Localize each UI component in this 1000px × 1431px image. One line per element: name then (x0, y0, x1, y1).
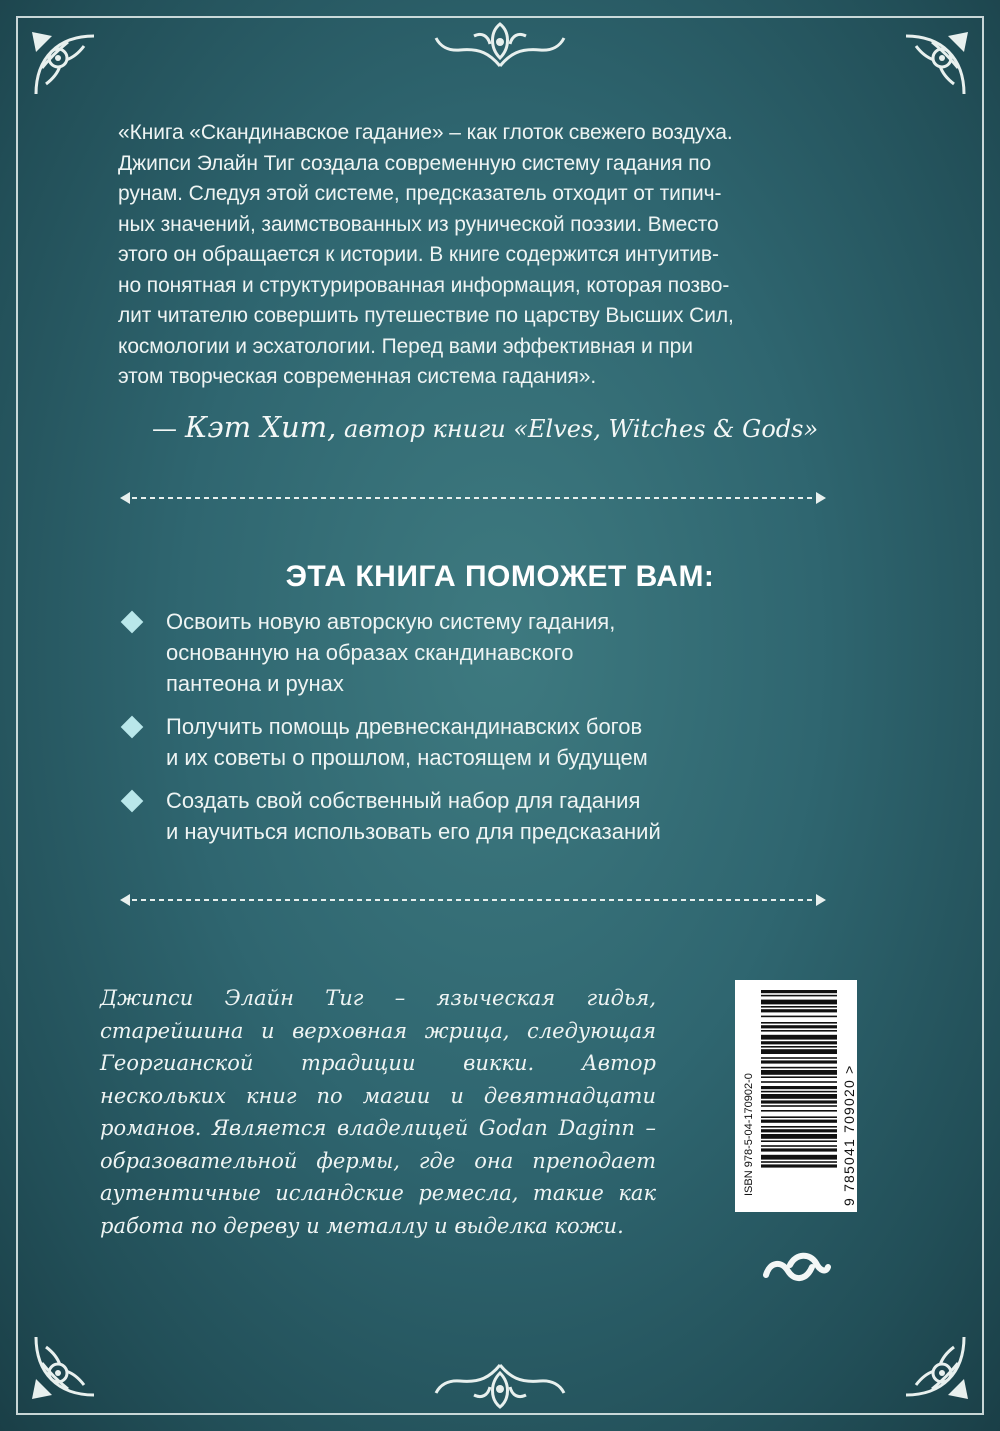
quote-line: лит читателю совершить путешествие по царству Высших Сил, (118, 304, 734, 327)
barcode-bar (761, 1025, 837, 1028)
center-ornament-icon (430, 1361, 570, 1413)
quote-line: рунам. Следуя этой системе, предсказатель отходит от типич- (118, 182, 722, 205)
quote-line: этом творческая современная система гадания». (118, 365, 597, 388)
barcode-bar (761, 990, 837, 993)
quote-line: космологии и эсхатологии. Перед вами эффективная и при (118, 334, 693, 358)
quote-line: этого он обращается к истории. В книге содержится интуитив- (118, 243, 719, 266)
barcode-bar (761, 1041, 837, 1044)
diamond-bullet-icon (121, 611, 144, 634)
barcode-bar (761, 1164, 837, 1167)
barcode-bar (761, 1009, 837, 1012)
barcode-bar (761, 1140, 837, 1142)
dashed-divider (118, 488, 828, 508)
attribution-dash: — (152, 414, 185, 443)
barcode-bar (761, 1148, 837, 1151)
barcode-bar (761, 1161, 837, 1163)
barcode-bar (761, 1145, 837, 1147)
barcode-bar (761, 1076, 837, 1078)
barcode-bar (761, 1129, 837, 1132)
center-ornament-icon (430, 18, 570, 70)
barcode-bar (761, 1060, 837, 1063)
benefit-line: пантеона и рунах (166, 671, 344, 696)
barcode-bar (761, 1134, 837, 1139)
diamond-bullet-icon (121, 716, 144, 739)
barcode-bar (761, 1116, 837, 1118)
barcode-digits: 9 785041 709020 > (841, 1064, 857, 1206)
quote-line: «Книга «Скандинавское гадание» – как глоток свежего воздуха. (118, 121, 733, 144)
benefit-line: Получить помощь древнескандинавских богов (166, 714, 643, 739)
diamond-bullet-icon (121, 790, 144, 813)
barcode-bar (761, 1057, 837, 1059)
barcode-bar (761, 1070, 837, 1075)
benefit-line: и научиться использовать его для предсказаний (166, 819, 661, 844)
barcode-bar (761, 1049, 837, 1054)
list-item (118, 711, 818, 773)
author-bio: Джипси Элайн Тиг – языческая гидья, старейшина и верховная жрица, следующая Георгианской традиции викки. Автор нескольких книг по магии и девятнадцати романов. Является владелицей Godan Daginn – образовательной фермы, где она преподает аутентичные исландские ремесла, такие как работа по дереву и металлу и выделка кожи. (100, 986, 656, 1238)
barcode-bar (761, 1035, 837, 1040)
barcode-bar (761, 1086, 837, 1089)
barcode-bar (761, 1155, 837, 1160)
attribution-author: Кэт Хит, (184, 410, 337, 444)
quote-line: Джипси Элайн Тиг создала современную систему гадания по (118, 151, 712, 175)
barcode-bar (761, 1006, 837, 1008)
barcode-bar (761, 1046, 837, 1048)
barcode-bar (761, 1100, 837, 1103)
benefit-line: и их советы о прошлом, настоящем и будущем (166, 745, 648, 770)
corner-ornament-icon (898, 28, 972, 102)
barcode-bar (761, 1081, 837, 1083)
quote-line: ных значений, заимствованных из рунической поэзии. Вместо (118, 212, 719, 236)
barcode-bar (761, 1091, 837, 1093)
barcode-bar (761, 1120, 837, 1123)
corner-ornament-icon (28, 28, 102, 102)
benefit-line: основанную на образах скандинавского (166, 640, 574, 665)
publisher-logo-icon (760, 1245, 832, 1289)
corner-ornament-icon (28, 1329, 102, 1403)
barcode-bar (761, 1105, 837, 1107)
quote-attribution (152, 410, 852, 444)
corner-ornament-icon (898, 1329, 972, 1403)
isbn-barcode (735, 980, 857, 1212)
barcode-bar (761, 1000, 837, 1005)
list-item (118, 785, 818, 847)
barcode-bar (761, 1016, 837, 1018)
barcode-bar (761, 1030, 837, 1032)
isbn-label: ISBN 978-5-04-170902-0 (743, 1073, 755, 1196)
benefits-title: ЭТА КНИГА ПОМОЖЕТ ВАМ: (285, 560, 715, 593)
barcode-bar (761, 1126, 837, 1128)
benefit-line: Освоить новую авторскую систему гадания, (166, 609, 616, 634)
benefit-line: Создать свой собственный набор для гадания (166, 788, 641, 813)
quote-line: но понятная и структурированная информация, которая позво- (118, 273, 730, 297)
benefits-list (118, 606, 818, 859)
barcode-bar (761, 1067, 837, 1069)
barcode-bar (761, 1110, 837, 1112)
barcode-bar (761, 1094, 837, 1099)
dashed-divider (118, 890, 828, 910)
review-quote (118, 118, 838, 393)
list-item (118, 606, 818, 699)
barcode-bar (761, 1022, 837, 1024)
attribution-source: автор книги «Elves, Witches & Gods» (336, 415, 819, 443)
barcode-bar (761, 995, 837, 997)
